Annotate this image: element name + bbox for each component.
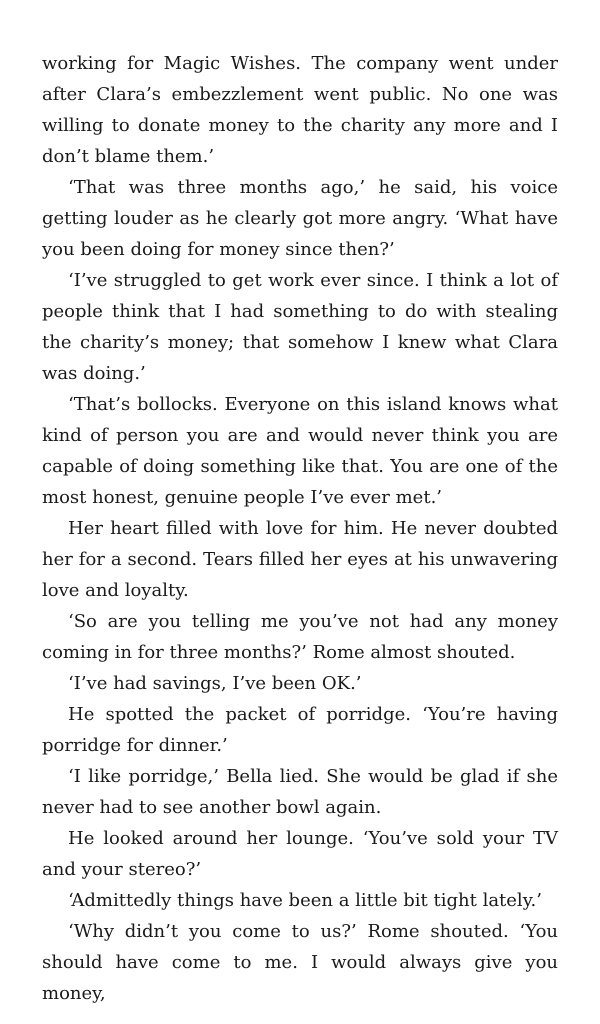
paragraph: ‘I’ve had savings, I’ve been OK.’ bbox=[68, 673, 362, 694]
paragraph: ‘Admittedly things have been a little bit tight lately.’ bbox=[68, 890, 542, 911]
paragraph-continuation: working for Magic Wishes. The company went under after Clara’s embezzlement went public. No one was willing to donate money to the charity any more and I don’t blame them.’ bbox=[42, 53, 558, 167]
paragraph: ‘I like porridge,’ Bella lied. She would be glad if she never had to see another bowl again. bbox=[42, 766, 558, 818]
paragraph: ‘Why didn’t you come to us?’ Rome shouted. ‘You should have come to me. I would always give you money, bbox=[42, 921, 558, 1004]
paragraph: ‘That’s bollocks. Everyone on this island knows what kind of person you are and would never think you are capable of doing something like that. You are one of the most honest, genuine people I’ve ever met.’ bbox=[42, 394, 558, 508]
paragraph: ‘I’ve struggled to get work ever since. I think a lot of people think that I had something to do with stealing the charity’s money; that somehow I knew what Clara was doing.’ bbox=[42, 270, 558, 384]
paragraph: ‘That was three months ago,’ he said, his voice getting louder as he clearly got more angry. ‘What have you been doing for money since then?’ bbox=[42, 177, 558, 260]
paragraph: Her heart filled with love for him. He never doubted her for a second. Tears filled her eyes at his unwavering love and loyalty. bbox=[42, 518, 558, 601]
paragraph: He spotted the packet of porridge. ‘You’re having porridge for dinner.’ bbox=[42, 704, 558, 756]
paragraph: He looked around her lounge. ‘You’ve sold your TV and your stereo?’ bbox=[42, 828, 558, 880]
paragraph: ‘So are you telling me you’ve not had any money coming in for three months?’ Rome almost shouted. bbox=[42, 611, 558, 663]
